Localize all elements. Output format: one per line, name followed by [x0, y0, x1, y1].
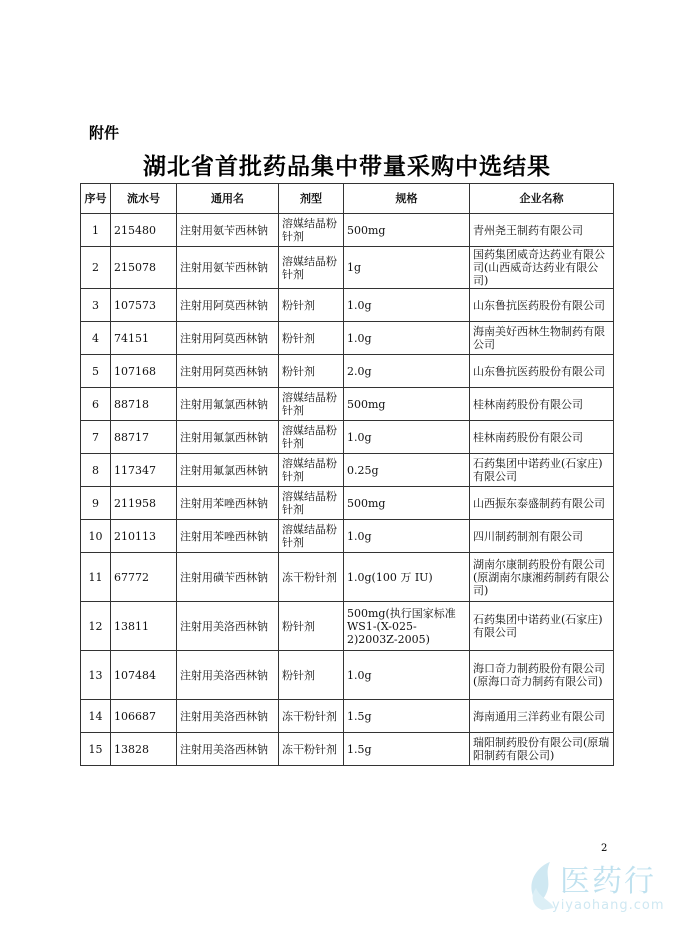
cell-generic-name: 注射用苯唑西林钠 — [177, 487, 279, 520]
cell-dosage-form: 粉针剂 — [279, 322, 344, 355]
column-header-serial: 流水号 — [111, 184, 177, 214]
results-table — [80, 183, 614, 766]
cell-dosage-form: 溶媒结晶粉针剂 — [279, 247, 344, 289]
cell-dosage-form: 溶媒结晶粉针剂 — [279, 520, 344, 553]
column-header-dosage-form: 剂型 — [279, 184, 344, 214]
cell-serial: 67772 — [111, 553, 177, 602]
cell-dosage-form: 粉针剂 — [279, 602, 344, 651]
cell-spec: 1.5g — [344, 733, 470, 766]
cell-seq: 11 — [81, 553, 111, 602]
table-row — [81, 454, 614, 487]
cell-seq: 5 — [81, 355, 111, 388]
cell-serial: 107573 — [111, 289, 177, 322]
cell-company: 石药集团中诺药业(石家庄)有限公司 — [470, 454, 614, 487]
cell-dosage-form: 粉针剂 — [279, 289, 344, 322]
cell-seq: 6 — [81, 388, 111, 421]
cell-company: 桂林南药股份有限公司 — [470, 421, 614, 454]
cell-seq: 15 — [81, 733, 111, 766]
cell-seq: 7 — [81, 421, 111, 454]
watermark-url: yiyaohang.com — [552, 898, 665, 913]
cell-serial: 107484 — [111, 651, 177, 700]
cell-dosage-form: 溶媒结晶粉针剂 — [279, 487, 344, 520]
table-row — [81, 733, 614, 766]
cell-dosage-form: 溶媒结晶粉针剂 — [279, 388, 344, 421]
cell-generic-name: 注射用美洛西林钠 — [177, 700, 279, 733]
cell-company: 湖南尔康制药股份有限公司(原湖南尔康湘药制药有限公司) — [470, 553, 614, 602]
table-row — [81, 700, 614, 733]
cell-dosage-form: 粉针剂 — [279, 651, 344, 700]
cell-seq: 9 — [81, 487, 111, 520]
cell-serial: 117347 — [111, 454, 177, 487]
column-header-generic-name: 通用名 — [177, 184, 279, 214]
table-row — [81, 355, 614, 388]
cell-company: 瑞阳制药股份有限公司(原瑞阳制药有限公司) — [470, 733, 614, 766]
cell-spec: 1.5g — [344, 700, 470, 733]
cell-generic-name: 注射用氟氯西林钠 — [177, 454, 279, 487]
cell-generic-name: 注射用磺苄西林钠 — [177, 553, 279, 602]
attachment-label: 附件 — [89, 124, 120, 142]
cell-spec: 500mg — [344, 214, 470, 247]
cell-generic-name: 注射用阿莫西林钠 — [177, 355, 279, 388]
cell-spec: 500mg — [344, 487, 470, 520]
cell-serial: 211958 — [111, 487, 177, 520]
cell-dosage-form: 溶媒结晶粉针剂 — [279, 421, 344, 454]
cell-serial: 215078 — [111, 247, 177, 289]
cell-spec: 0.25g — [344, 454, 470, 487]
page-title: 湖北省首批药品集中带量采购中选结果 — [143, 153, 551, 180]
table-row — [81, 388, 614, 421]
cell-dosage-form: 冻干粉针剂 — [279, 553, 344, 602]
cell-serial: 88718 — [111, 388, 177, 421]
table-row — [81, 247, 614, 289]
cell-company: 山东鲁抗医药股份有限公司 — [470, 355, 614, 388]
table-row — [81, 553, 614, 602]
table-row — [81, 487, 614, 520]
cell-seq: 10 — [81, 520, 111, 553]
cell-company: 海南通用三洋药业有限公司 — [470, 700, 614, 733]
cell-generic-name: 注射用阿莫西林钠 — [177, 289, 279, 322]
cell-company: 海口奇力制药股份有限公司(原海口奇力制药有限公司) — [470, 651, 614, 700]
cell-generic-name: 注射用氨苄西林钠 — [177, 214, 279, 247]
watermark-text: 医药行 — [560, 864, 656, 899]
cell-dosage-form: 冻干粉针剂 — [279, 700, 344, 733]
page-number: 2 — [601, 843, 608, 854]
cell-serial: 215480 — [111, 214, 177, 247]
cell-generic-name: 注射用氨苄西林钠 — [177, 247, 279, 289]
column-header-company: 企业名称 — [470, 184, 614, 214]
cell-dosage-form: 粉针剂 — [279, 355, 344, 388]
table-row — [81, 520, 614, 553]
cell-spec: 1.0g(100 万 IU) — [344, 553, 470, 602]
cell-company: 海南美好西林生物制药有限公司 — [470, 322, 614, 355]
cell-dosage-form: 溶媒结晶粉针剂 — [279, 454, 344, 487]
cell-company: 国药集团威奇达药业有限公司(山西威奇达药业有限公司) — [470, 247, 614, 289]
cell-serial: 106687 — [111, 700, 177, 733]
cell-generic-name: 注射用美洛西林钠 — [177, 602, 279, 651]
cell-spec: 500mg(执行国家标准WS1-(X-025-2)2003Z-2005) — [344, 602, 470, 651]
cell-serial: 210113 — [111, 520, 177, 553]
column-header-spec: 规格 — [344, 184, 470, 214]
table-row — [81, 421, 614, 454]
cell-generic-name: 注射用美洛西林钠 — [177, 733, 279, 766]
cell-seq: 8 — [81, 454, 111, 487]
cell-spec: 1.0g — [344, 520, 470, 553]
cell-generic-name: 注射用美洛西林钠 — [177, 651, 279, 700]
cell-company: 四川制药制剂有限公司 — [470, 520, 614, 553]
cell-spec: 2.0g — [344, 355, 470, 388]
cell-serial: 13811 — [111, 602, 177, 651]
cell-spec: 1.0g — [344, 651, 470, 700]
cell-company: 山东鲁抗医药股份有限公司 — [470, 289, 614, 322]
cell-seq: 3 — [81, 289, 111, 322]
cell-spec: 500mg — [344, 388, 470, 421]
cell-spec: 1.0g — [344, 289, 470, 322]
cell-company: 桂林南药股份有限公司 — [470, 388, 614, 421]
cell-generic-name: 注射用苯唑西林钠 — [177, 520, 279, 553]
cell-serial: 107168 — [111, 355, 177, 388]
cell-spec: 1.0g — [344, 322, 470, 355]
cell-serial: 74151 — [111, 322, 177, 355]
cell-serial: 88717 — [111, 421, 177, 454]
cell-serial: 13828 — [111, 733, 177, 766]
cell-generic-name: 注射用氟氯西林钠 — [177, 388, 279, 421]
cell-generic-name: 注射用氟氯西林钠 — [177, 421, 279, 454]
cell-seq: 13 — [81, 651, 111, 700]
table-row — [81, 289, 614, 322]
cell-spec: 1.0g — [344, 421, 470, 454]
cell-company: 石药集团中诺药业(石家庄)有限公司 — [470, 602, 614, 651]
column-header-seq: 序号 — [81, 184, 111, 214]
table-row — [81, 322, 614, 355]
cell-dosage-form: 溶媒结晶粉针剂 — [279, 214, 344, 247]
table-header-row — [81, 184, 614, 214]
table-row — [81, 214, 614, 247]
cell-generic-name: 注射用阿莫西林钠 — [177, 322, 279, 355]
table-row — [81, 651, 614, 700]
cell-seq: 4 — [81, 322, 111, 355]
cell-seq: 2 — [81, 247, 111, 289]
cell-dosage-form: 冻干粉针剂 — [279, 733, 344, 766]
cell-seq: 1 — [81, 214, 111, 247]
cell-company: 山西振东泰盛制药有限公司 — [470, 487, 614, 520]
table-row — [81, 602, 614, 651]
cell-company: 青州尧王制药有限公司 — [470, 214, 614, 247]
cell-seq: 14 — [81, 700, 111, 733]
cell-spec: 1g — [344, 247, 470, 289]
cell-seq: 12 — [81, 602, 111, 651]
